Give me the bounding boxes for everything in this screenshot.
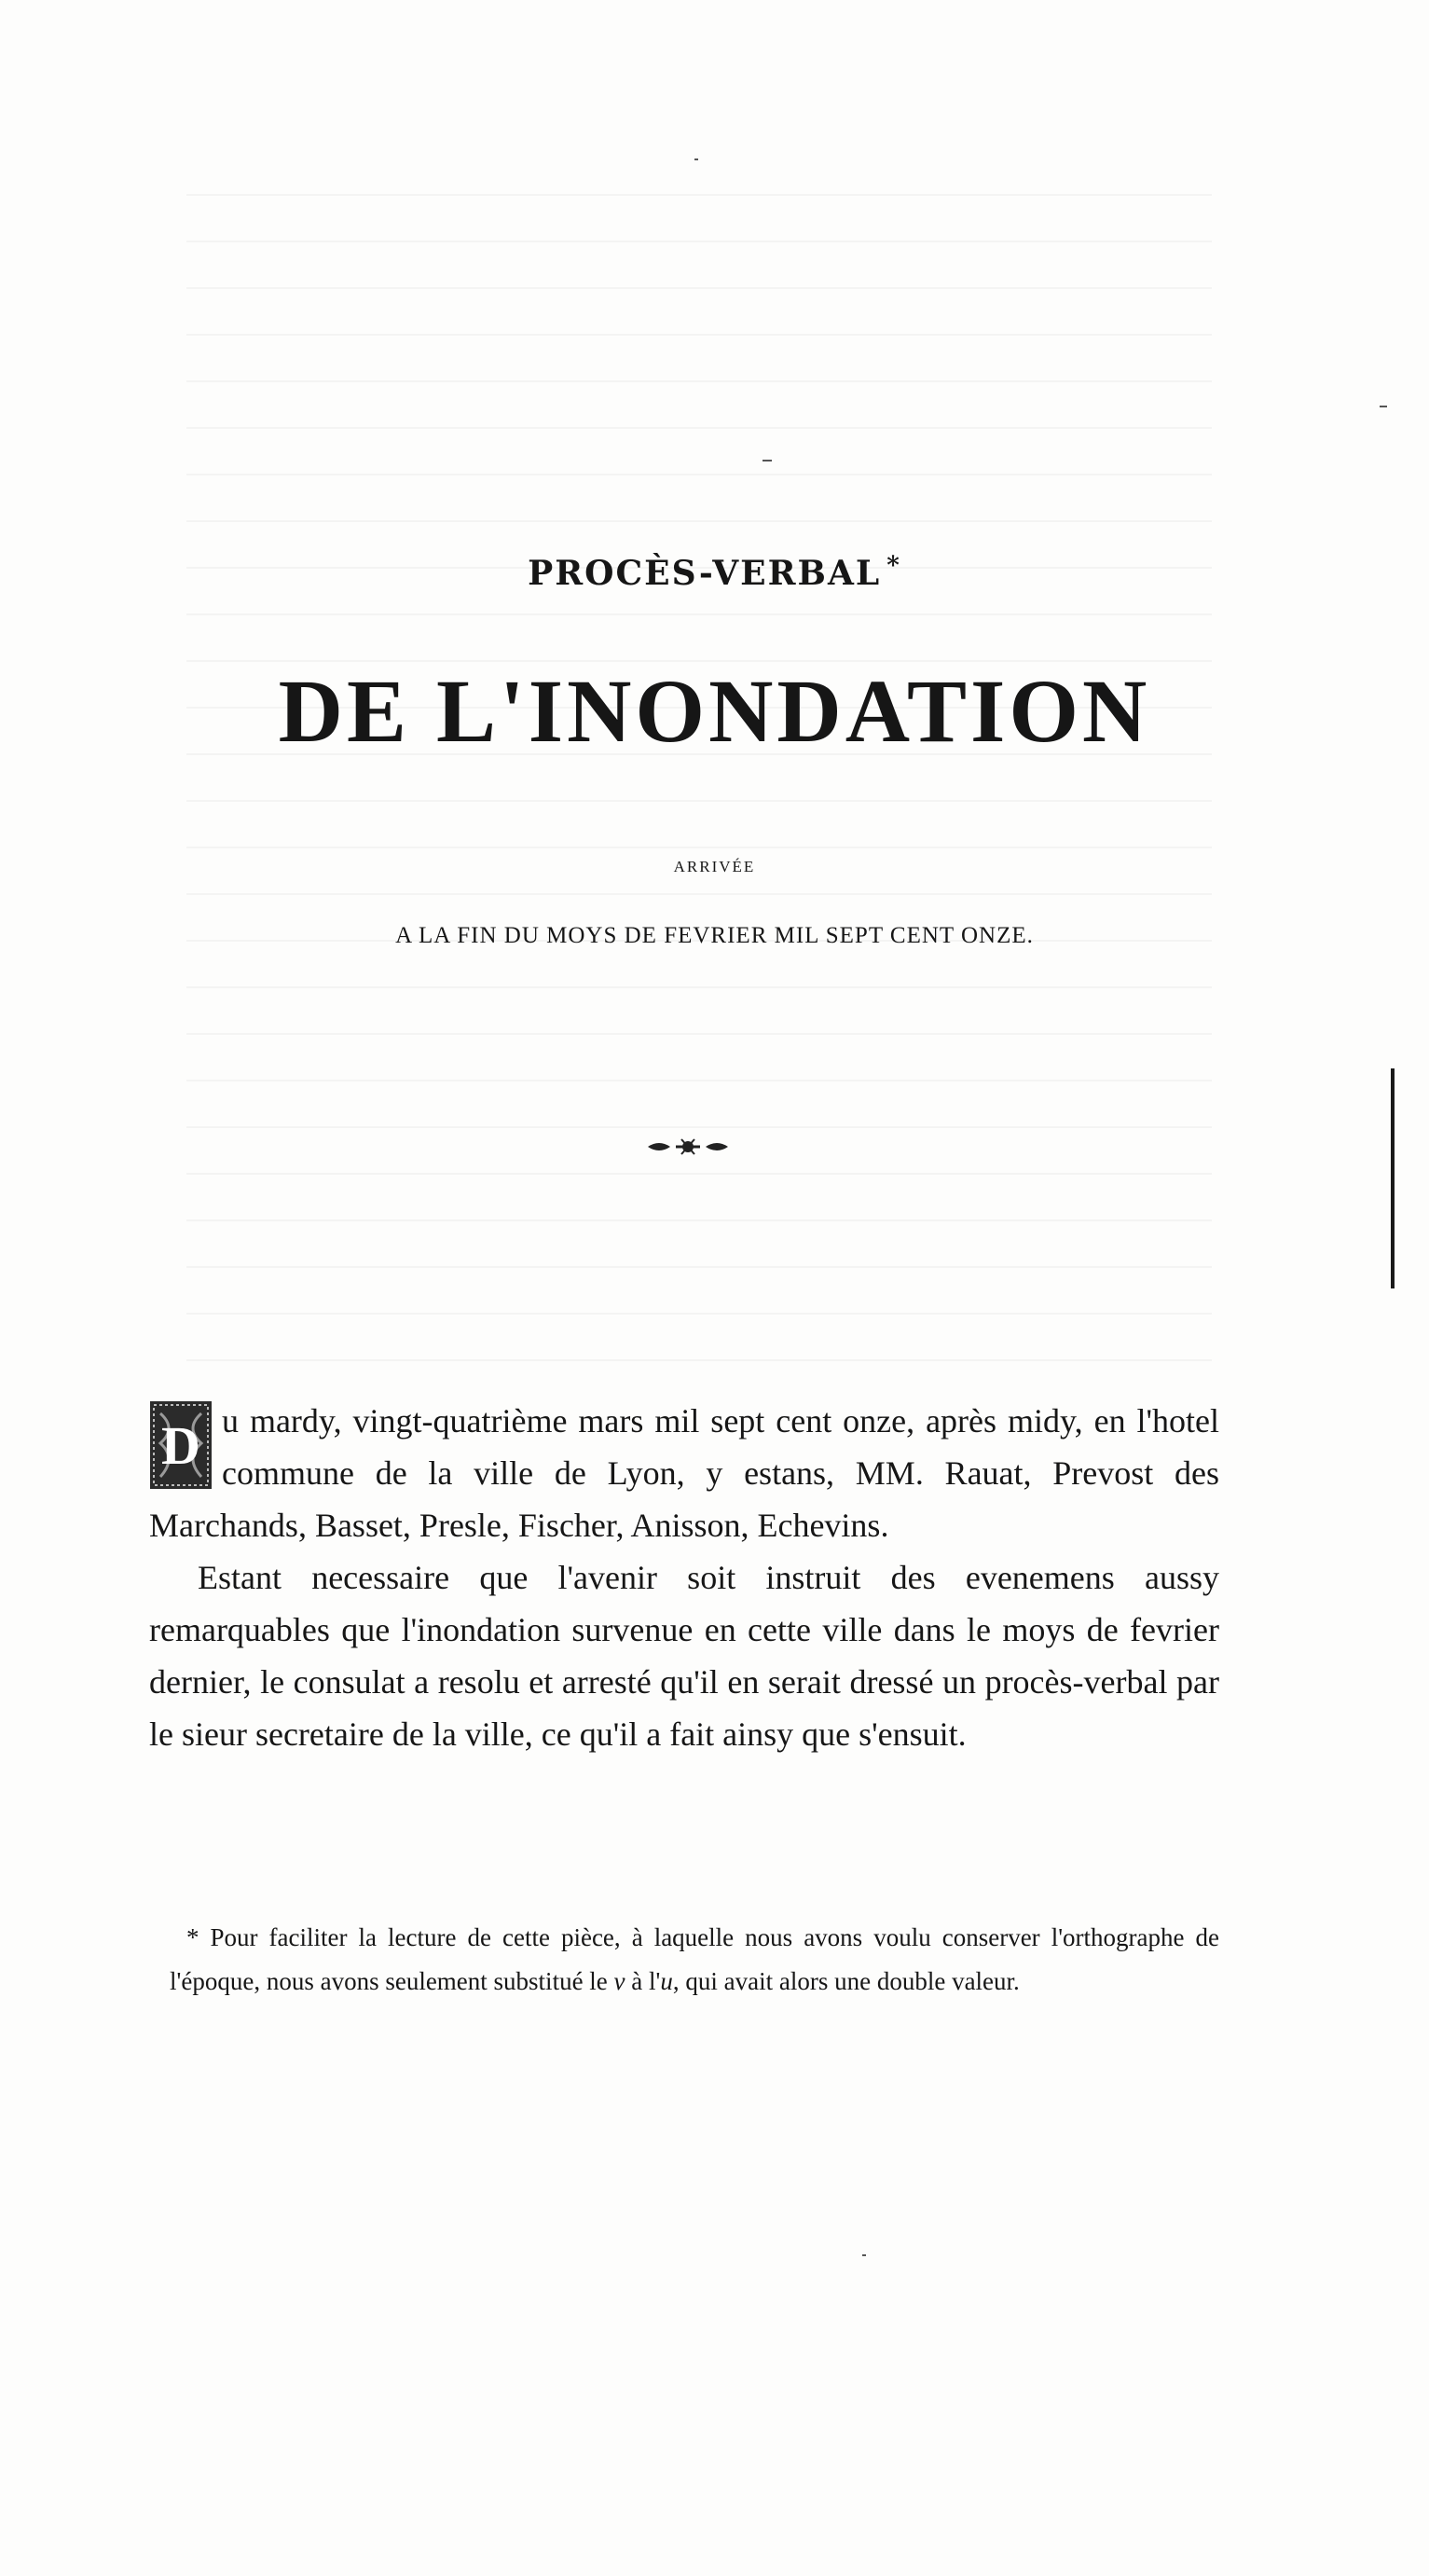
footnote-text-start: Pour faciliter la lecture de cette pièce, à laquelle nous avons voulu conserver l'orthographe de l'époque, nous avons seulement substitué le [170, 1923, 1220, 1995]
footnote-marker: * [886, 552, 901, 580]
ink-speck [1380, 406, 1387, 407]
title-small-text: PROCÈS-VERBAL [528, 554, 882, 593]
footnote [170, 1916, 1219, 2004]
footnote-letter-v: v [613, 1967, 625, 1995]
subtitle-date-line: A LA FIN DU MOYS DE FEVRIER MIL SEPT CENT ONZE. [395, 923, 1034, 948]
paragraph-1 [149, 1395, 1219, 1551]
paragraph-1-text: u mardy, vingt-quatrième mars mil sept cent onze, après midy, en l'hotel commune de la ville de Lyon, y estans, MM. Rauat, Prevost des Marchands, Basset, Presle, Fischer, Anisson, Echevins. [149, 1402, 1219, 1544]
paragraph-2: Estant necessaire que l'avenir soit instruit des evenemens aussy remarquables que l'inondation survenue en cette ville dans le moys de fevrier dernier, le consulat a resolu et arresté qu'il en serait dressé un procès-verbal par le sieur secretaire de la ville, ce qu'il a fait ainsy que s'ensuit. [149, 1559, 1219, 1753]
ink-speck [694, 158, 698, 160]
footnote-text-middle: à l' [631, 1967, 661, 1995]
footnote-letter-u: u [660, 1967, 673, 1995]
fleuron-ornament-icon [646, 1134, 730, 1160]
footnote-text-end: , qui avait alors une double valeur. [672, 1967, 1020, 1995]
body-text [149, 1395, 1219, 1760]
show-through-texture [186, 158, 1212, 1371]
drop-cap-d [149, 1400, 213, 1490]
drop-cap-letter: D [161, 1415, 200, 1476]
ink-speck [763, 460, 772, 461]
subtitle-arrivee: ARRIVÉE [673, 858, 756, 875]
page-edge-mark [1391, 1068, 1395, 1288]
footnote-marker: * [186, 1923, 199, 1951]
page-title: DE L'INONDATION [278, 661, 1151, 761]
ink-speck [862, 2254, 866, 2256]
title-proces-verbal [0, 552, 1429, 593]
